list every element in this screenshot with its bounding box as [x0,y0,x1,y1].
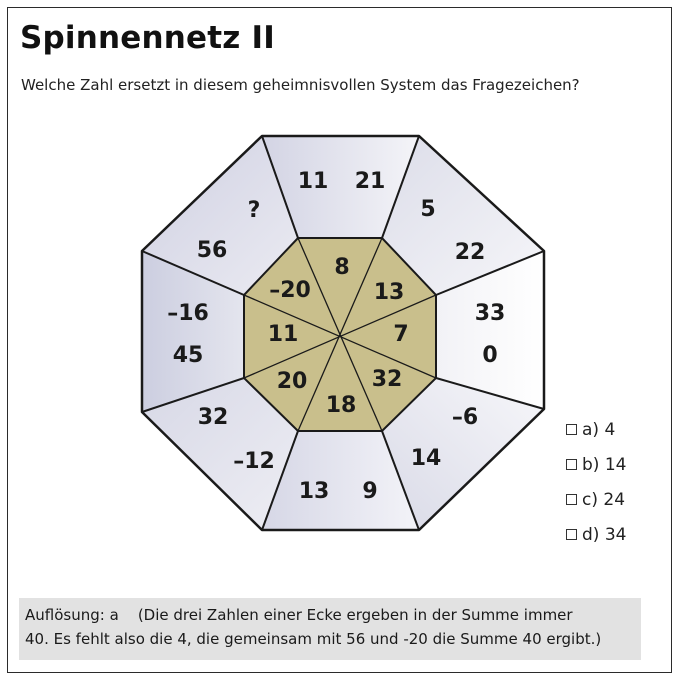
option-label: a) 4 [582,419,616,440]
solution-line-2: 40. Es fehlt also die 4, die gemeinsam mit 56 und -20 die Summe 40 ergibt.) [25,630,602,648]
outer-number-bottom-2: 9 [362,479,378,504]
option-d[interactable] [566,517,626,552]
outer-number-top-left-1: ? [247,198,261,223]
outer-number-bottom-1: 13 [298,479,330,504]
inner-number-left: 11 [267,322,299,347]
checkbox-icon[interactable] [566,424,577,435]
outer-number-bottom-right-2: 14 [410,446,442,471]
checkbox-icon[interactable] [566,494,577,505]
option-a[interactable] [566,412,626,447]
checkbox-icon[interactable] [566,459,577,470]
inner-number-bottom-right: 32 [371,367,403,392]
option-label: b) 14 [582,454,627,475]
option-b[interactable] [566,447,626,482]
solution-line-1: Auflösung: a (Die drei Zahlen einer Ecke ergeben in der Summe immer [25,606,573,624]
outer-number-top-left-2: 56 [196,238,228,263]
outer-number-left-2: 45 [172,343,204,368]
outer-number-top-right-2: 22 [454,240,486,265]
inner-number-top-left: –20 [269,278,311,303]
outer-number-right-2: 0 [482,343,498,368]
answer-options [566,412,626,552]
outer-number-right-1: 33 [474,301,506,326]
checkbox-icon[interactable] [566,529,577,540]
option-c[interactable] [566,482,626,517]
inner-number-top-right: 13 [373,280,405,305]
outer-number-top-2: 21 [354,169,386,194]
outer-number-top-1: 11 [297,169,329,194]
inner-number-top: 8 [334,255,350,280]
outer-number-bottom-left-2: –12 [233,449,275,474]
outer-number-bottom-right-1: –6 [451,405,479,430]
outer-number-bottom-left-1: 32 [197,405,229,430]
page-title: Spinnennetz II [20,20,275,56]
inner-number-right: 7 [393,322,409,347]
question-text: Welche Zahl ersetzt in diesem geheimnisvollen System das Fragezeichen? [21,76,580,94]
inner-number-bottom-left: 20 [276,369,308,394]
inner-number-bottom: 18 [325,393,357,418]
outer-number-left-1: –16 [167,301,209,326]
option-label: c) 24 [582,489,626,510]
solution-box [19,598,641,660]
option-label: d) 34 [582,524,627,545]
outer-number-top-right-1: 5 [420,197,436,222]
